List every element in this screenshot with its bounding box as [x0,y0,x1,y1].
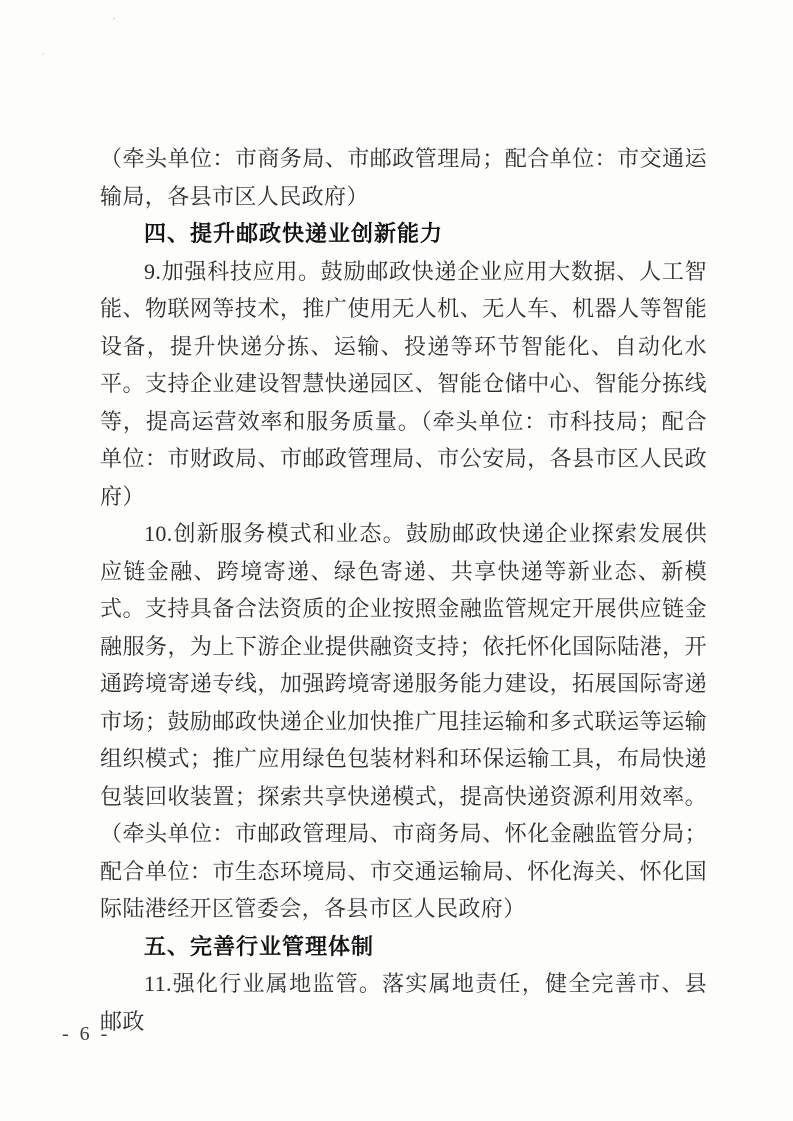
paragraph-item-9: 9.加强科技应用。鼓励邮政快递企业应用大数据、人工智能、物联网等技术，推广使用无人机、无人车、机器人等智能设备，提升快递分拣、运输、投递等环节智能化、自动化水平。支持企业建设智慧快递园区、智能仓储中心、智能分拣线等，提高运营效率和服务质量。（牵头单位：市科技局；配合单位：市财政局、市邮政管理局、市公安局，各县市区人民政府） [100,258,707,509]
paragraph-item-11: 11.强化行业属地监管。落实属地责任，健全完善市、县邮政 [100,971,707,1034]
paragraph-lead-units-continuation: （牵头单位：市商务局、市邮政管理局；配合单位：市交通运输局，各县市区人民政府） [100,146,707,209]
scan-speck [113,17,115,20]
section-heading-5: 五、完善行业管理体制 [144,933,375,959]
scan-speck [42,53,44,55]
section-heading-4: 四、提升邮政快递业创新能力 [144,221,444,246]
document-body [100,140,707,1040]
page-number: - 6 - [62,1023,111,1045]
paragraph-item-10: 10.创新服务模式和业态。鼓励邮政快递企业探索发展供应链金融、跨境寄递、绿色寄递、共享快递等新业态、新模式。支持具备合法资质的企业按照金融监管规定开展供应链金融服务，为上下游企业提供融资支持；依托怀化国际陆港，开通跨境寄递专线，加强跨境寄递服务能力建设，拓展国际寄递市场；鼓励邮政快递企业加快推广甩挂运输和多式联运等运输组织模式；推广应用绿色包装材料和环保运输工具，布局快递包装回收装置；探索共享快递模式，提高快递资源利用效率。（牵头单位：市邮政管理局、市商务局、怀化金融监管分局；配合单位：市生态环境局、市交通运输局、怀化海关、怀化国际陆港经开区管委会，各县市区人民政府） [100,521,707,921]
